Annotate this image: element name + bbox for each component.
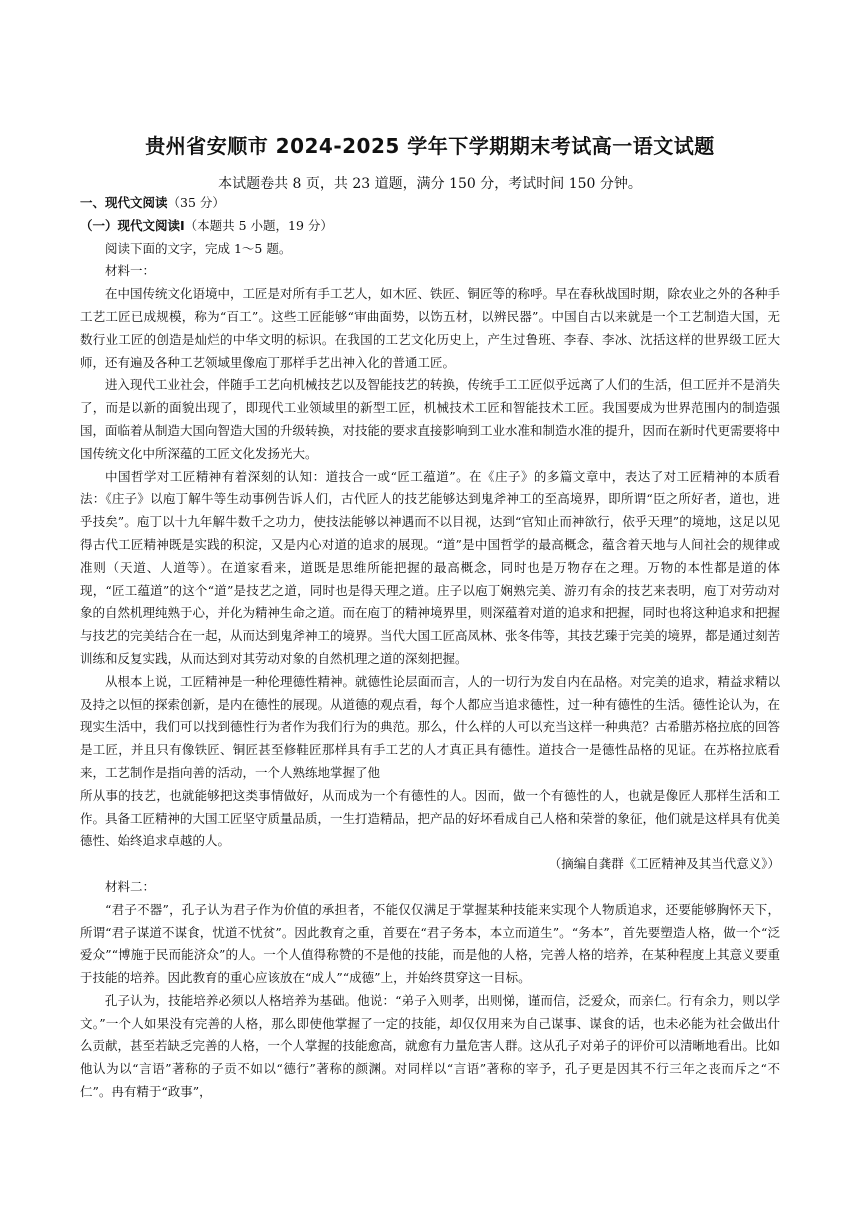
exam-info: 本试题卷共 8 页，共 23 道题，满分 150 分，考试时间 150 分钟。	[218, 176, 642, 192]
paragraph: 进入现代工业社会，伴随手工艺向机械技艺以及智能技艺的转换，传统手工工匠似乎远离了人们的生活，但工匠并不是消失了，而是以新的面貌出现了，即现代工业领域里的新型工匠，机械技术工匠和智能技术工匠。我国要成为世界范围内的制造强国，面临着从制造大国向智造大国的升级转换，对技能的要求直接影响到工业水准和制造水准的提升，因而在新时代更需要将中国传统文化中所深蕴的工匠文化发扬光大。	[80, 377, 781, 461]
paragraph: 中国哲学对工匠精神有着深刻的认知：道技合一或“匠工蕴道”。在《庄子》的多篇文章中，表达了对工匠精神的本质看法：《庄子》以庖丁解牛等生动事例告诉人们，古代匠人的技艺能够达到鬼斧神工的至高境界，即所谓“臣之所好者，道也，进乎技矣”。庖丁以十九年解牛数千之功力，使技法能够以神遇而不以目视，达到“官知止而神欲行，依乎天理”的境地，这足以见得古代工匠精神既是实践的积淀，又是内心对道的追求的展现。“道”是中国哲学的最高概念，蕴含着天地与人间社会的规律或准则（天道、人道等）。在道家看来，道既是思维所能把握的最高概念，同时也是万物存在之理。万物的本性都是道的体现，“匠工蕴道”的这个“道”是技艺之道，同时也是得天理之道。庄子以庖丁娴熟完美、游刃有余的技艺来表明，庖丁对劳动对象的自然机理纯熟于心，并化为精神生命之道。而在庖丁的精神境界里，则深蕴着对道的追求和把握，同时也将这种追求和把握与技艺的完美结合在一起，从而达到鬼斧神工的境界。当代大国工匠高凤林、张冬伟等，其技艺臻于完美的境界，都是通过刻苦训练和反复实践，从而达到对其劳动对象的自然机理之道的深刻把握。	[80, 468, 781, 666]
paragraph: 从根本上说，工匠精神是一种伦理德性精神。就德性论层面而言，人的一切行为发自内在品格。对完美的追求，精益求精以及持之以恒的探索创新，是内在德性的展现。从道德的观点看，每个人都应当追求德性，过一种有德性的生活。德性论认为，在现实生活中，我们可以找到德性行为者作为我们行为的典范。那么，什么样的人可以充当这样一种典范？古希腊苏格拉底的回答是工匠，并且只有像铁匠、铜匠甚至修鞋匠那样具有手工艺的人才真正具有德性。道技合一是德性品格的见证。在苏格拉底看来，工艺制作是指向善的活动，一个人熟练地掌握了他	[80, 673, 781, 780]
reading-instruction: 阅读下面的文字，完成 1～5 题。	[105, 240, 292, 256]
subsection-heading-text: （一）现代文阅读Ⅰ	[80, 217, 185, 233]
subsection-heading	[80, 215, 780, 238]
paragraph: 在中国传统文化语境中，工匠是对所有手工艺人，如木匠、铁匠、铜匠等的称呼。早在春秋战国时期，除农业之外的各种手工艺工匠已成规模，称为“百工”。这些工匠能够“审曲面势，以饬五材，以辨民器”。中国自古以来就是一个工艺制造大国，无数行业工匠的创造是灿烂的中华文明的标识。在我国的工艺文化历史上，产生过鲁班、李春、李冰、沈括这样的世界级工匠大师，还有遍及各种工艺领域里像庖丁那样手艺出神入化的普通工匠。	[80, 286, 781, 370]
paragraph: “君子不器”，孔子认为君子作为价值的承担者，不能仅仅满足于掌握某种技能来实现个人物质追求，还要能够胸怀天下，所谓“君子谋道不谋食，忧道不忧贫”。因此教育之重，首要在“君子务本，本立而道生”。“务本”，首先要塑造人格，做一个“泛爱众”“博施于民而能济众”的人。一个人值得称赞的不是他的技能，而是他的人格，完善人格的培养，在某种程度上其意义要重于技能的培养。因此教育的重心应该放在“成人”“成德”上，并始终贯穿这一目标。	[80, 901, 780, 986]
material-label: 材料一：	[105, 263, 156, 279]
section-heading-note: （35 分）	[167, 195, 225, 210]
document-body	[80, 192, 780, 1104]
section-heading	[80, 192, 780, 215]
subsection-heading-note: （本题共 5 小题，19 分）	[184, 217, 333, 233]
material-label: 材料二：	[105, 878, 156, 894]
source-citation: （摘编自龚群《工匠精神及其当代意义》）	[548, 856, 780, 872]
page-title: 贵州省安顺市 2024-2025 学年下学期期末考试高一语文试题	[145, 134, 715, 158]
paragraph: 所从事的技艺，也就能够把这类事情做好，从而成为一个有德性的人。因而，做一个有德性的人，也就是像匠人那样生活和工作。具备工匠精神的大国工匠坚守质量品质，一生打造精品，把产品的好坏看成自己人格和荣誉的象征，他们就是这样具有优美德性、始终追求卓越的人。	[80, 787, 781, 849]
section-heading-text: 一、现代文阅读	[80, 195, 168, 210]
paragraph: 孔子认为，技能培养必须以人格培养为基础。他说：“弟子入则孝，出则悌，谨而信，泛爱众，而亲仁。行有余力，则以学文。”一个人如果没有完善的人格，那么即使他掌握了一定的技能，却仅仅用来为自己谋事、谋食的话，也未必能为社会做出什么贡献，甚至若缺乏完善的人格，一个人掌握的技能愈高，就愈有力量危害人群。这从孔子对弟子的评价可以清晰地看出。比如他认为以“言语”著称的子贡不如以“德行”著称的颜渊。对同样以“言语”著称的宰予，孔子更是因其不行三年之丧而斥之“不仁”。冉有精于“政事”，	[80, 992, 781, 1100]
